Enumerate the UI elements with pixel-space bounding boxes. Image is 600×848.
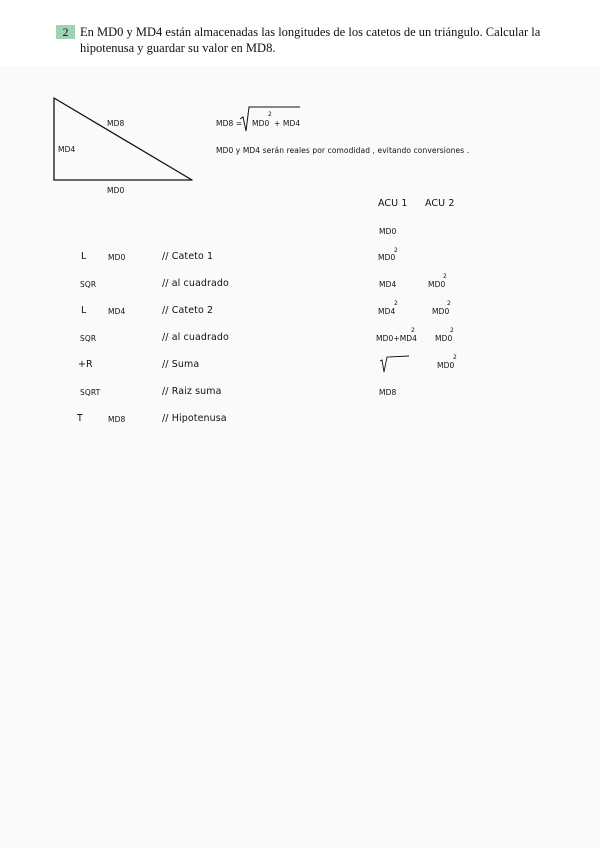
program-comment: // al cuadrado — [162, 278, 229, 289]
program-acu2-exp: 2 — [447, 300, 451, 307]
program-acu2-exp: 2 — [443, 273, 447, 280]
acu1-initial: MD0 — [379, 227, 397, 236]
program-op: +R — [78, 359, 93, 370]
formula-term1: MD0 — [252, 119, 270, 128]
formula-term1-exp: 2 — [268, 111, 272, 118]
program-acu1: MD8 — [379, 388, 397, 397]
program-comment: // al cuadrado — [162, 332, 229, 343]
program-op: SQRT — [80, 388, 101, 397]
program-acu2: MD0 — [437, 361, 455, 370]
program-comment: // Suma — [162, 359, 200, 370]
program-comment: // Raiz suma — [162, 386, 222, 397]
program-comment: // Hipotenusa — [162, 413, 227, 424]
exercise-number-badge: 2 — [56, 25, 75, 39]
triangle-drawing — [54, 98, 192, 180]
triangle-left-label: MD4 — [58, 145, 76, 154]
acu2-header: ACU 2 — [425, 198, 455, 209]
triangle-hypotenuse — [54, 98, 192, 180]
program-acu1: MD4 — [378, 307, 396, 316]
program-acu1: MD0 — [378, 253, 396, 262]
program-acu2-exp: 2 — [453, 354, 457, 361]
formula-plus-term: + MD4 — [274, 119, 301, 128]
program-op: SQR — [80, 280, 97, 289]
triangle-bottom-label: MD0 — [107, 186, 125, 195]
program-op: L — [81, 305, 87, 316]
program-acu2: MD0 — [435, 334, 453, 343]
program-op: T — [77, 413, 83, 424]
program-acu1: MD4 — [379, 280, 397, 289]
program-acu1: MD0+MD4 — [376, 334, 418, 343]
program-op: SQR — [80, 334, 97, 343]
program-comment: // Cateto 1 — [162, 251, 214, 262]
program-acu1-exp: 2 — [411, 327, 415, 334]
formula-lhs: MD8 = — [216, 119, 243, 128]
program-comment: // Cateto 2 — [162, 305, 214, 316]
program-operand: MD4 — [108, 307, 126, 316]
program-acu1-exp: 2 — [394, 247, 398, 254]
program-op: L — [81, 251, 87, 262]
program-acu2: MD0 — [428, 280, 446, 289]
program-acu2: MD0 — [432, 307, 450, 316]
acu1-header: ACU 1 — [378, 198, 408, 209]
program-acu2-exp: 2 — [450, 327, 454, 334]
program-operand: MD8 — [108, 415, 126, 424]
exercise-statement: En MD0 y MD4 están almacenadas las longitudes de los catetos de un triángulo. Calcular la hipotenusa y guardar su valor en MD8. — [80, 25, 541, 55]
triangle-hyp-label: MD8 — [107, 119, 125, 128]
program-acu1-exp: 2 — [394, 300, 398, 307]
program-operand: MD0 — [108, 253, 126, 262]
note-text: MD0 y MD4 serán reales por comodidad , evitando conversiones . — [216, 146, 470, 155]
acu1-radical — [380, 356, 409, 372]
